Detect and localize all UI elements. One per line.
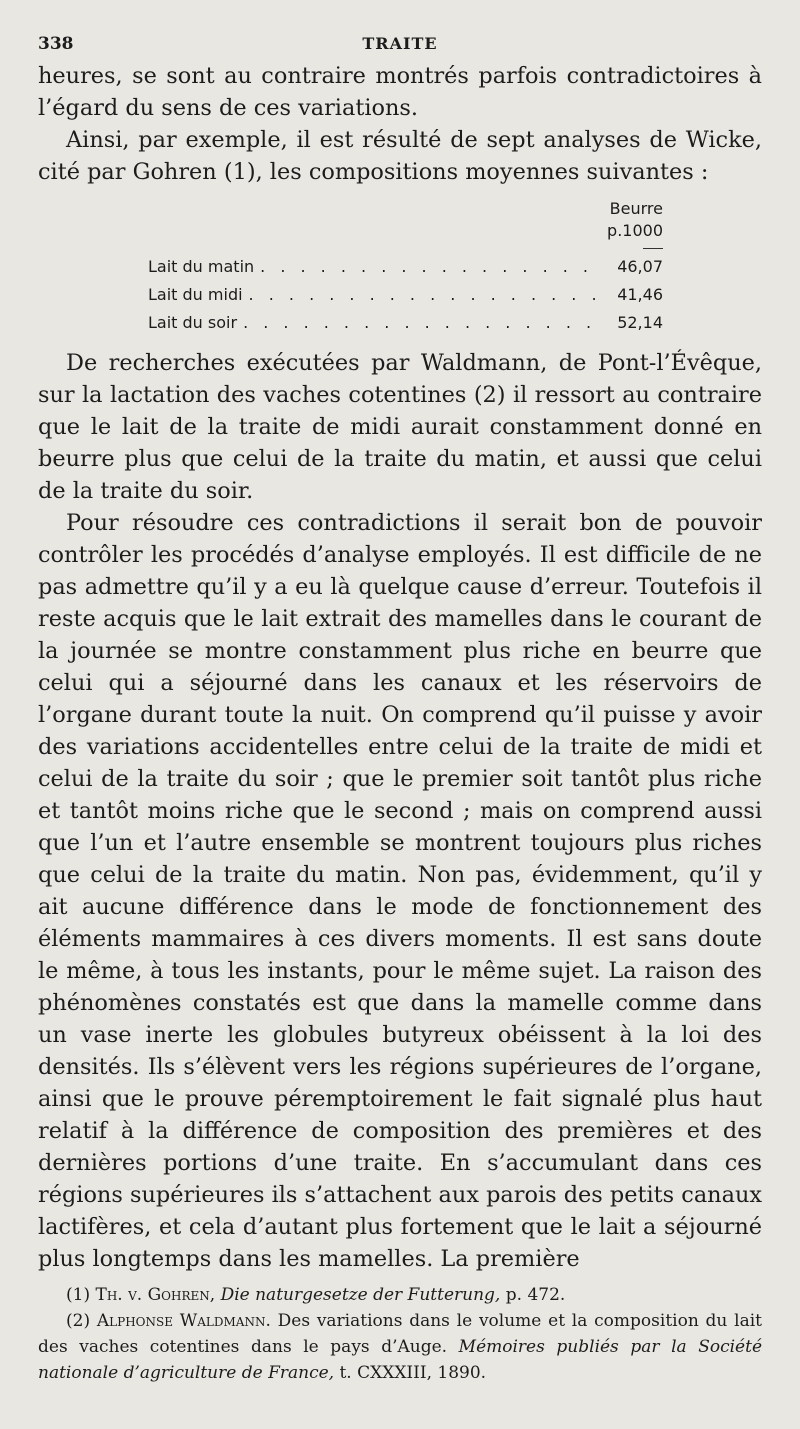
- footnote-1: [38, 1282, 762, 1308]
- dot-leader: [260, 253, 601, 281]
- table-row: [148, 281, 663, 309]
- footnote-journal: Mémoires publiés par la Société nationale d’agriculture de France,: [38, 1337, 763, 1383]
- row-value: 46,07: [617, 257, 663, 276]
- column-header-unit: p.1000: [607, 221, 663, 240]
- footnote-marker: (1): [66, 1285, 91, 1305]
- page-number: 338: [38, 34, 74, 54]
- running-title: TRAITE: [362, 34, 438, 53]
- row-label: Lait du matin: [148, 257, 255, 276]
- paragraph-contradictions: Pour résoudre ces contradictions il serait bon de pouvoir contrôler les procédés d’analyse employés. Il est difficile de ne pas admettre qu’il y a eu là quelque cause d’erreur. Toutefois il reste acquis que le lait extrait des mamelles dans le courant de la journée se montre constamment plus riche en beurre que celui qui a séjourné dans les canaux et les réservoirs de l’organe durant toute la nuit. On comprend qu’il puisse y avoir des variations accidentelles entre celui de la traite de midi et celui de la traite du soir ; que le premier soit tantôt plus riche et tantôt moins riche que le second ; mais on comprend aussi que l’un et l’autre ensemble se montrent toujours plus riches que celui de la traite du matin. Non pas, évidemment, qu’il y ait aucune différence dans le mode de fonctionnement des éléments mammaires à ces divers moments. Il est sans doute le même, à tous les instants, pour le même sujet. La raison des phénomènes constatés est que dans la mamelle comme dans un vase inerte les globules butyreux obéissent à la loi des densités. Ils s’élèvent vers les régions supérieures de l’organe, ainsi que le prouve péremptoirement le fait signalé plus haut relatif à la différence de composition des premières et des dernières portions d’une traite. En s’accumulant dans ces régions supérieures ils s’attachent aux parois des petits canaux lactifères, et cela d’autant plus fortement que le lait a séjourné plus longtemps dans les mamelles. La première: [38, 510, 762, 1272]
- row-label: Lait du midi: [148, 285, 243, 304]
- footnote-2: [38, 1308, 762, 1386]
- footnote-title: Die naturgesetze der Futterung,: [220, 1285, 501, 1305]
- table-column-header: [148, 198, 663, 249]
- dot-leader: [249, 281, 601, 309]
- footnote-page: p. 472.: [505, 1285, 566, 1305]
- footnotes: [38, 1282, 762, 1386]
- table-row: [148, 309, 663, 337]
- row-label: Lait du soir: [148, 313, 238, 332]
- footnote-author: Th. v. Gohren,: [95, 1285, 216, 1305]
- dot-leader: [243, 309, 601, 337]
- footnote-volume: t. CXXXIII, 1890.: [339, 1363, 487, 1383]
- page-header: [38, 28, 762, 60]
- row-value: 52,14: [617, 313, 663, 332]
- footnote-author: Alphonse Waldmann.: [96, 1311, 271, 1331]
- footnote-text: Des variations dans le volume et la composition du lait des vaches cotentines dans le pays d’Auge.: [38, 1311, 762, 1357]
- paragraph-wicke-analyses: Ainsi, par exemple, il est résulté de sept analyses de Wicke, cité par Gohren (1), les compositions moyennes suivantes :: [38, 127, 762, 185]
- paragraph-continuation: heures, se sont au contraire montrés parfois contradictoires à l’égard du sens de ces variations.: [38, 63, 762, 121]
- butter-composition-table: [148, 198, 663, 337]
- header-rule: [643, 248, 663, 249]
- column-header-butter: Beurre: [609, 199, 663, 218]
- footnote-marker: (2): [66, 1311, 91, 1331]
- row-value: 41,46: [617, 285, 663, 304]
- table-row: [148, 253, 663, 281]
- paragraph-waldmann-research: De recherches exécutées par Waldmann, de Pont-l’Évêque, sur la lactation des vaches cotentines (2) il ressort au contraire que le lait de la traite de midi aurait constamment donné en beurre plus que celui de la traite du matin, et aussi que celui de la traite du soir.: [38, 350, 762, 504]
